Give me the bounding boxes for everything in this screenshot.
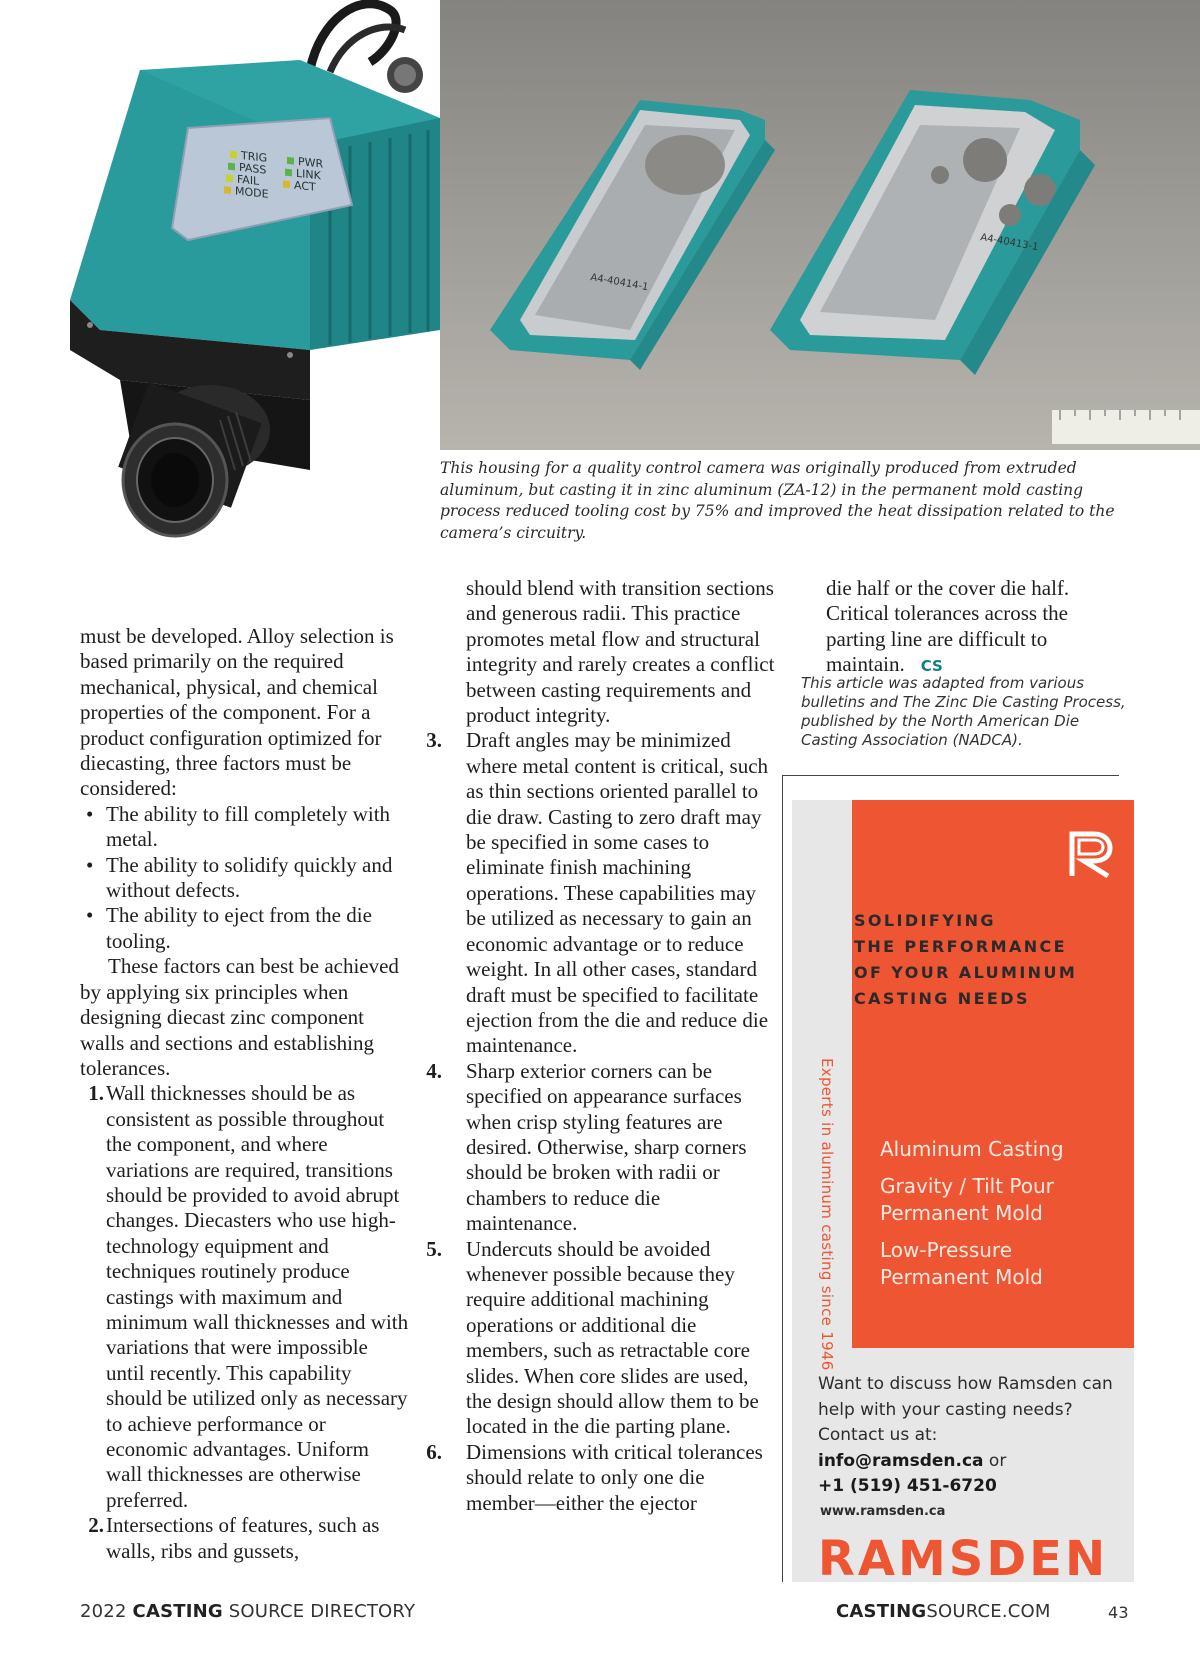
footer-site-bold: CASTING (836, 1601, 927, 1622)
source-note: This article was adapted from various bulletins and The Zinc Die Casting Process, published by the North American Die Casting Association (NADCA). (801, 674, 1126, 749)
ad-services-list (880, 1136, 1120, 1301)
principle-2 (86, 1513, 410, 1564)
factors-list (80, 802, 410, 954)
principle-text: should blend with transition sections and generous radii. This practice promotes metal flow and structural integrity and rarely creates a conflict between casting requirements and product integrity. (466, 576, 775, 728)
pass-led-label: PASS (239, 160, 267, 177)
footer-website[interactable] (836, 1601, 1051, 1622)
email-link[interactable]: info@ramsden.ca (818, 1450, 984, 1471)
end-of-article-mark: CS (920, 657, 943, 676)
contact-prompt: Want to discuss how Ramsden can help with your casting needs? Contact us at: (818, 1374, 1113, 1445)
fail-led-label: FAIL (236, 172, 260, 188)
ad-headline (854, 908, 1134, 1012)
item-number: 5. (426, 1236, 442, 1261)
mode-led-label: MODE (235, 184, 269, 201)
principle-6-continued (826, 576, 1126, 680)
ad-contact-block (818, 1372, 1118, 1500)
principle-4 (426, 1058, 776, 1237)
phone-link[interactable]: +1 (519) 451-6720 (818, 1476, 997, 1496)
principle-text: Undercuts should be avoided whenever possible because they require additional machining operations or additional die members, such as retractable core slides. When core slides are used, the design should allow them to be located in the die parting plane. (466, 1236, 759, 1439)
act-led-label: ACT (294, 178, 316, 194)
footer-publication (80, 1601, 415, 1622)
article-column-3 (826, 576, 1126, 680)
footer-pub-rest: SOURCE DIRECTORY (222, 1601, 416, 1622)
principle-text: die half or the cover die half. Critical tolerances across the parting line are difficult to maintain. (826, 576, 1070, 677)
or-word: or (983, 1450, 1007, 1471)
footer-pub-bold: CASTING (132, 1601, 223, 1622)
headline-line: SOLIDIFYING (854, 911, 996, 930)
principle-text: Intersections of features, such as walls, ribs and gussets, (106, 1513, 380, 1563)
intro-paragraph: must be developed. Alloy selection is based primarily on the required mechanical, physical, and chemical properties of the component. For a product configuration optimized for diecasting, three factors must be considered: (80, 624, 394, 801)
item-number: 3. (426, 728, 442, 753)
link-led-label: LINK (296, 166, 321, 183)
right-part-number: A4-40413-1 (979, 232, 1040, 254)
item-number: 2. (88, 1513, 104, 1538)
principle-text: Sharp exterior corners can be specified on appearance surfaces when crisp styling features are desired. Otherwise, sharp corners should be broken with radii or chambers to reduce die maintenance. (466, 1058, 747, 1236)
item-number: 4. (426, 1058, 442, 1083)
article-column-1 (80, 624, 410, 1564)
footer-site-rest: SOURCE.COM (926, 1601, 1051, 1622)
trig-led-label: TRIG (240, 149, 268, 165)
item-number: 6. (426, 1439, 442, 1464)
headline-line: CASTING NEEDS (854, 989, 1030, 1008)
website-link[interactable]: www.ramsden.ca (820, 1504, 946, 1519)
ramsden-advertisement[interactable] (792, 800, 1134, 1587)
zinc-castings-photo (440, 0, 1200, 450)
principle-text: Wall thicknesses should be as consistent as possible throughout the component, and where variations are required, transitions should be provided to avoid abrupt changes. Diecasters who use high-technology equipment and techniques routinely produce castings with maximum and minimum wall thicknesses and with variations that were impossible until recently. This capability should be utilized only as necessary to achieve performance or economic advantages. Uniform wall thicknesses are otherwise preferred. (106, 1081, 409, 1512)
list-item: • The ability to fill completely with metal. (86, 802, 410, 853)
principles-list (80, 1081, 410, 1564)
article-column-2 (426, 576, 776, 1516)
principle-text: Dimensions with critical tolerances should relate to only one die member—either the ejector (466, 1439, 763, 1515)
footer-year: 2022 (80, 1601, 127, 1622)
principle-6 (426, 1439, 776, 1516)
pwr-led-label: PWR (298, 155, 324, 171)
ad-top-rule (782, 775, 1119, 776)
principles-paragraph: These factors can best be achieved by applying six principles when designing diecast zinc component walls and sections and establishing tolerances. (80, 954, 399, 1080)
ad-vertical-tagline: Experts in aluminum casting since 1946 (818, 1058, 836, 1371)
item-number: 1. (88, 1081, 104, 1106)
list-item: • The ability to solidify quickly and without defects. (86, 853, 410, 904)
camera-housing-photo (60, 0, 440, 560)
ramsden-logo-icon (1064, 828, 1116, 880)
principle-1 (86, 1081, 410, 1513)
service-item: Gravity / Tilt Pour Permanent Mold (880, 1174, 1054, 1225)
service-item: Low-Pressure Permanent Mold (880, 1238, 1043, 1289)
ad-left-rule (782, 775, 783, 1582)
ramsden-wordmark: RAMSDEN (817, 1531, 1109, 1587)
list-item: • The ability to eject from the die tooling. (86, 903, 410, 954)
page-number: 43 (1108, 1603, 1129, 1622)
principles-list-continued (426, 576, 776, 1516)
principle-5 (426, 1236, 776, 1440)
principle-3 (426, 728, 776, 1058)
principle-2-continued (446, 576, 776, 728)
left-part-number: A4-40414-1 (589, 272, 650, 294)
service-item: Aluminum Casting (880, 1137, 1064, 1161)
headline-line: THE PERFORMANCE (854, 937, 1067, 956)
figure-caption: This housing for a quality control camera was originally produced from extruded aluminum, but casting it in zinc aluminum (ZA-12) in the permanent mold casting process reduced tooling cost by 75% and improved the heat dissipation related to the camera’s circuitry. (440, 459, 1115, 542)
headline-line: OF YOUR ALUMINUM (854, 963, 1078, 982)
principle-text: Draft angles may be minimized where metal content is critical, such as thin sections oriented parallel to die draw. Casting to zero draft may be specified in some cases to eliminate finish machining operations. These capabilities may be utilized as necessary to gain an economic advantage or to reduce weight. In all other cases, standard draft must be specified to facilitate ejection from the die and reduce die maintenance. (466, 728, 769, 1058)
